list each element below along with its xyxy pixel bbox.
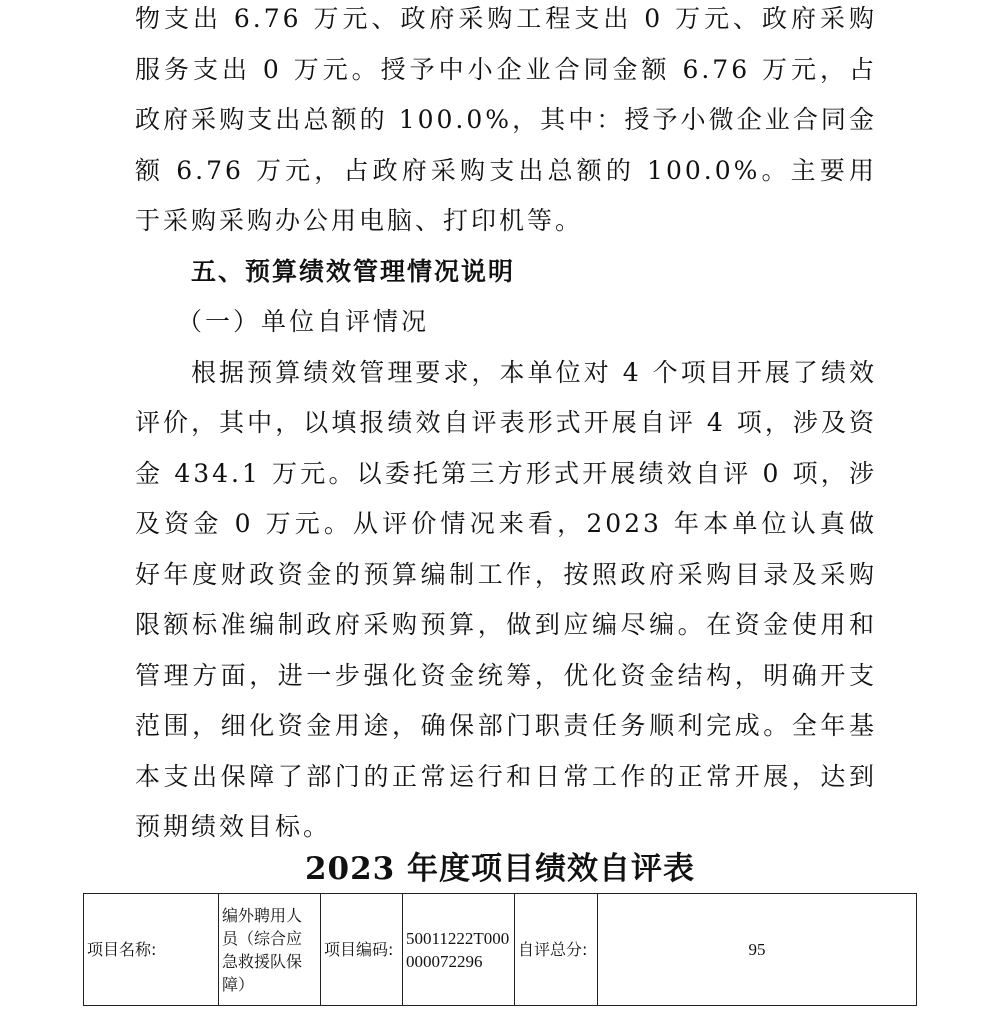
evaluation-table — [83, 893, 917, 1006]
total-score-value: 95 — [598, 894, 917, 1006]
paragraph-procurement: 物支出 6.76 万元、政府采购工程支出 0 万元、政府采购服务支出 0 万元。授予中小企业合同金额 6.76 万元，占政府采购支出总额的 100.0%，其中：授予小微企业合同金额 6.76 万元，占政府采购支出总额的 100.0%。主要用于采购采购办公用电脑、打印机等。 — [135, 4, 877, 235]
paragraph-self-evaluation: 根据预算绩效管理要求，本单位对 4 个项目开展了绩效评价，其中，以填报绩效自评表形式开展自评 4 项，涉及资金 434.1 万元。以委托第三方形式开展绩效自评 0 项，涉及资金 0 万元。从评价情况来看，2023 年本单位认真做好年度财政资金的预算编制工作，按照政府采购目录及采购限额标准编制政府采购预算，做到应编尽编。在资金使用和管理方面，进一步强化资金统筹，优化资金结构，明确开支范围，细化资金用途，确保部门职责任务顺利完成。全年基本支出保障了部门的正常运行和日常工作的正常开展，达到预期绩效目标。 — [135, 357, 877, 841]
total-score-label: 自评总分: — [515, 894, 598, 1006]
document-body — [135, 0, 877, 853]
table-title: 2023 年度项目绩效自评表 — [304, 851, 696, 887]
section-heading: 五、预算绩效管理情况说明 — [191, 256, 516, 286]
project-code-label: 项目编码: — [321, 894, 403, 1006]
project-name-value: 编外聘用人员（综合应急救援队保障） — [219, 894, 321, 1006]
project-name-label: 项目名称: — [84, 894, 219, 1006]
project-code-value: 50011222T000000072296 — [403, 894, 515, 1006]
sub-heading: （一）单位自评情况 — [177, 307, 430, 336]
table-row — [84, 894, 917, 1006]
